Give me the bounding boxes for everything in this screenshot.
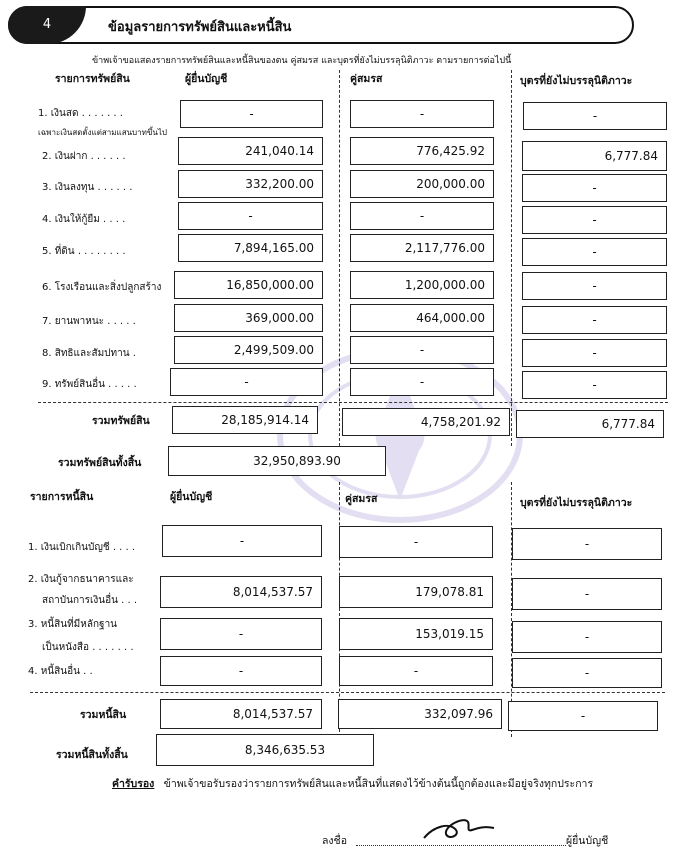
liabilities-grand-total-label: รวมหนี้สินทั้งสิ้น [56, 749, 128, 761]
asset-owner-cell: 369,000.00 [174, 304, 323, 332]
section-header-frame [8, 6, 634, 44]
liability-owner-cell: - [160, 618, 322, 650]
asset-spouse-cell: - [350, 336, 494, 364]
signer-role: ผู้ยื่นบัญชี [566, 835, 609, 847]
asset-children-cell: - [522, 339, 667, 367]
assets-grand-total-label: รวมทรัพย์สินทั้งสิ้น [58, 457, 142, 469]
liability-children-cell: - [512, 658, 662, 688]
asset-owner-cell: 332,200.00 [178, 170, 323, 198]
liability-owner-cell: 8,014,537.57 [160, 576, 322, 608]
liability-spouse-cell: - [339, 526, 493, 558]
liabilities-grand-total: 8,346,635.53 [156, 734, 374, 766]
liability-spouse-cell: 153,019.15 [339, 618, 493, 650]
asset-spouse-cell: 200,000.00 [350, 170, 494, 198]
liability-children-cell: - [512, 578, 662, 610]
asset-spouse-cell: - [350, 368, 494, 396]
liability-spouse-cell: 179,078.81 [339, 576, 493, 608]
liability-children-cell: - [512, 621, 662, 653]
col-spouse-header: คู่สมรส [350, 73, 383, 85]
asset-spouse-cell: 1,200,000.00 [350, 271, 494, 299]
col-spouse-header: คู่สมรส [345, 493, 378, 505]
asset-owner-cell: 2,499,509.00 [174, 336, 323, 364]
asset-spouse-cell: 2,117,776.00 [350, 234, 494, 262]
assets-total-spouse: 4,758,201.92 [342, 408, 510, 436]
asset-owner-cell: - [178, 202, 323, 230]
certification-text: ข้าพเจ้าขอรับรองว่ารายการทรัพย์สินและหนี้สินที่แสดงไว้ข้างต้นนี้ถูกต้องและมีอยู่จริงทุกประการ [163, 778, 594, 790]
asset-spouse-cell: 464,000.00 [350, 304, 494, 332]
liability-label-cont: เป็นหนังสือ . . . . . . . [42, 642, 134, 653]
certification [112, 775, 593, 792]
assets-total-children: 6,777.84 [516, 410, 664, 438]
asset-label: 5. ที่ดิน . . . . . . . . [42, 246, 126, 257]
assets-header: รายการทรัพย์สิน [55, 73, 130, 85]
liability-owner-cell: - [160, 656, 322, 686]
asset-children-cell: - [523, 102, 667, 130]
col-owner-header: ผู้ยื่นบัญชี [170, 491, 213, 503]
asset-label: 6. โรงเรือนและสิ่งปลูกสร้าง [42, 282, 162, 293]
certification-title: คำรับรอง [112, 778, 155, 790]
asset-owner-cell: - [180, 100, 323, 128]
liabilities-header: รายการหนี้สิน [30, 491, 94, 503]
column-divider [339, 70, 340, 446]
sign-label: ลงชื่อ [322, 835, 347, 847]
liability-label: 1. เงินเบิกเกินบัญชี . . . . [28, 542, 136, 553]
asset-label: 3. เงินลงทุน . . . . . . [42, 182, 133, 193]
asset-children-cell: - [522, 206, 667, 234]
asset-children-cell: - [522, 174, 667, 202]
asset-label: 2. เงินฝาก . . . . . . [42, 151, 126, 162]
asset-children-cell: - [522, 371, 667, 399]
handwritten-signature-icon [420, 808, 500, 844]
asset-children-cell: - [522, 238, 667, 266]
asset-owner-cell: - [170, 368, 323, 396]
asset-label: 1. เงินสด . . . . . . . [38, 108, 123, 119]
liability-label: 3. หนี้สินที่มีหลักฐาน [28, 619, 118, 630]
assets-total-owner: 28,185,914.14 [172, 406, 318, 434]
liabilities-total-label: รวมหนี้สิน [80, 709, 127, 721]
intro-text: ข้าพเจ้าขอแสดงรายการทรัพย์สินและหนี้สินของตน คู่สมรส และบุตรที่ยังไม่บรรลุนิติภาวะ ตามรายการต่อไปนี้ [92, 56, 512, 66]
cash-note: เฉพาะเงินสดตั้งแต่สามแสนบาทขึ้นไป [38, 128, 167, 137]
liabilities-total-spouse: 332,097.96 [338, 699, 502, 729]
asset-label: 8. สิทธิและสัมปทาน . [42, 348, 136, 359]
assets-grand-total: 32,950,893.90 [168, 446, 386, 476]
divider-line [38, 402, 668, 403]
asset-owner-cell: 241,040.14 [178, 137, 323, 165]
col-children-header: บุตรที่ยังไม่บรรลุนิติภาวะ [520, 497, 633, 509]
asset-spouse-cell: 776,425.92 [350, 137, 494, 165]
asset-owner-cell: 16,850,000.00 [174, 271, 323, 299]
asset-children-cell: - [522, 272, 667, 300]
col-owner-header: ผู้ยื่นบัญชี [185, 73, 228, 85]
signature-line [356, 845, 566, 846]
asset-label: 4. เงินให้กู้ยืม . . . . [42, 214, 126, 225]
assets-total-label: รวมทรัพย์สิน [92, 415, 150, 427]
liabilities-total-owner: 8,014,537.57 [160, 699, 322, 729]
section-number: 4 [8, 6, 86, 44]
liability-label: 2. เงินกู้จากธนาคารและ [28, 574, 134, 585]
asset-label: 7. ยานพาหนะ . . . . . [42, 316, 136, 327]
col-children-header: บุตรที่ยังไม่บรรลุนิติภาวะ [520, 75, 633, 87]
asset-label: 9. ทรัพย์สินอื่น . . . . . [42, 379, 137, 390]
asset-children-cell: 6,777.84 [522, 141, 667, 171]
liability-label: 4. หนี้สินอื่น . . [28, 666, 93, 677]
asset-owner-cell: 7,894,165.00 [178, 234, 323, 262]
liability-label-cont: สถาบันการเงินอื่น . . . [42, 595, 138, 606]
section-title: ข้อมูลรายการทรัพย์สินและหนี้สิน [108, 20, 292, 35]
liability-spouse-cell: - [339, 656, 493, 686]
asset-spouse-cell: - [350, 100, 494, 128]
divider-line [30, 692, 665, 693]
asset-spouse-cell: - [350, 202, 494, 230]
liabilities-total-children: - [508, 701, 658, 731]
liability-owner-cell: - [162, 525, 322, 557]
column-divider [511, 70, 512, 446]
asset-children-cell: - [522, 306, 667, 334]
liability-children-cell: - [512, 528, 662, 560]
